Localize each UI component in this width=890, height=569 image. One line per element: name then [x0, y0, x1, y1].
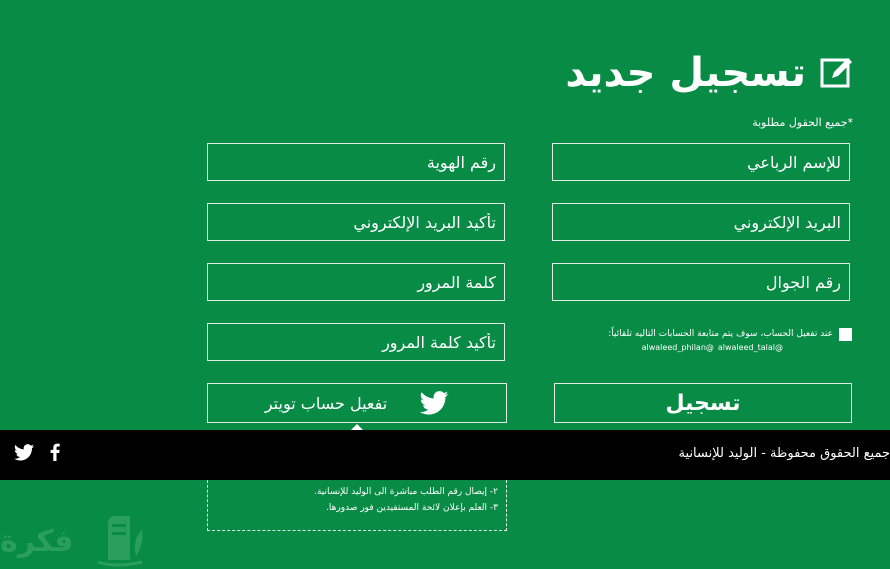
handle-2: @alwaleed_philan	[641, 343, 714, 352]
mobile-input[interactable]	[552, 263, 850, 301]
email-input[interactable]	[552, 203, 850, 241]
info-box	[207, 480, 507, 531]
register-label: تسجيل	[665, 390, 741, 416]
facebook-icon[interactable]	[50, 443, 60, 461]
id-number-input[interactable]	[207, 143, 505, 181]
confirm-password-input[interactable]	[207, 323, 505, 361]
twitter-icon[interactable]	[14, 444, 34, 461]
page-header	[565, 50, 854, 96]
page-title: تسجيل جديد	[565, 50, 806, 96]
required-note: *جميع الحقول مطلوبة	[752, 116, 853, 129]
follow-checkbox[interactable]	[839, 328, 852, 341]
twitter-button-label: تفعيل حساب تويتر	[264, 393, 388, 413]
logo-mark-icon	[96, 510, 152, 568]
follow-accounts-row	[608, 325, 852, 352]
password-input[interactable]	[207, 263, 505, 301]
logo	[0, 506, 160, 569]
handle-1: @alwaleed_talal	[717, 343, 783, 352]
copyright-text: جميع الحقوق محفوظة - الوليد للإنسانية	[678, 446, 890, 461]
twitter-activate-button[interactable]	[207, 383, 507, 423]
info-line-2: ٢- إيصال رقم الطلب مباشرة الى الوليد للإنسانية.	[314, 487, 498, 497]
twitter-icon	[419, 391, 449, 415]
edit-icon	[820, 56, 854, 90]
handles	[608, 343, 783, 352]
social-links	[14, 443, 60, 461]
follow-text: عند تفعيل الحساب، سوف يتم متابعة الحسابات التاليه تلقائياً:	[608, 329, 833, 339]
footer	[0, 430, 890, 480]
logo-text: فكرة	[0, 524, 74, 559]
confirm-email-input[interactable]	[207, 203, 505, 241]
info-line-3: ٣- العلم بإعلان لائحة المستفيدين فور صدورها.	[326, 503, 498, 513]
full-name-input[interactable]	[552, 143, 850, 181]
register-button[interactable]	[554, 383, 852, 423]
